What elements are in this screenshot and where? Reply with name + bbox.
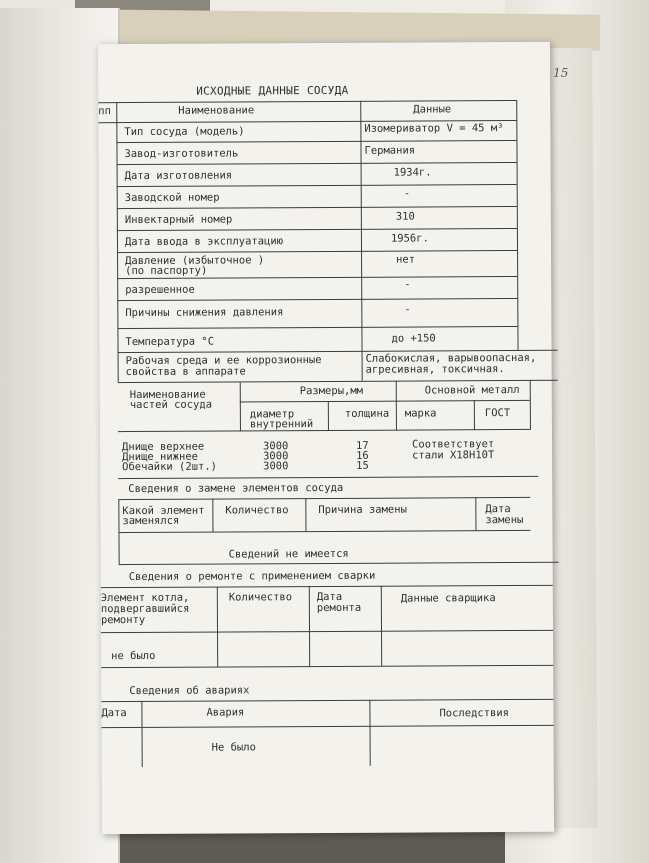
row-value: 1934г. [393,166,432,179]
diameter-header: диаметр [249,408,295,421]
row-label: Завод-изготовитель [124,147,239,161]
table-line [118,380,558,383]
accidents-col3: Последствия [439,707,510,720]
part-diameter: 3000 [263,440,289,453]
repair-col1-line2: подвергавшийся [100,602,190,616]
row-value: 310 [395,210,415,223]
table-line [117,326,517,329]
row-label: Инвектарный номер [124,213,233,227]
replacement-col3: Причина замены [318,503,407,517]
table-line [116,102,118,382]
grade-header: марка [404,407,437,420]
table-line [117,250,517,253]
row-value: Германия [364,144,416,157]
part-name: Днище верхнее [122,440,205,454]
row-value: 1956г. [390,232,429,245]
row-value: - [403,187,411,200]
repair-col2: Количество [228,591,293,604]
thickness-header: толщина [344,407,390,420]
row-label: Рабочая среда и ее коррозионные [125,354,322,368]
table-line [141,701,142,767]
table-line [118,497,530,500]
table-line [101,665,553,668]
table-line [360,101,362,381]
row-label: Причины снижения давления [125,306,284,320]
row-label: Заводской номер [124,191,220,205]
diameter-header-line2: внутренний [249,418,314,431]
row-label: Давление (избыточное ) [125,254,265,268]
table-line [474,400,475,430]
parts-col1-line2: частей сосуда [129,398,213,412]
accidents-col2: Авария [206,706,245,719]
replacement-note: Сведений не имеется [228,547,349,561]
part-thickness: 15 [356,459,369,472]
replacement-col1-line2: заменялся [122,514,180,528]
accidents-title: Сведения об авариях [129,684,250,698]
row-value-line2: агресивная, токсичная. [365,363,505,376]
table-line [118,530,530,533]
header-data: Данные [413,103,452,116]
sizes-header: Размеры,мм [299,384,364,398]
row-label-line2: (по паспорту) [125,264,208,278]
table-line [117,206,517,209]
parts-col1: Наименование [129,388,206,402]
replacement-col4-line2: замены [485,513,524,527]
table-line [217,587,218,667]
row-label: Дата изготовления [124,169,233,183]
table-line [119,562,559,565]
repair-col3: Дата [316,590,343,604]
table-line [118,429,530,432]
table-line [381,586,382,666]
table-line [240,381,241,431]
table-line [117,162,517,165]
row-label: Температура °С [125,335,215,349]
table-line [212,499,213,532]
row-label-line2: свойства в аппарате [125,365,246,379]
table-line [309,586,310,666]
row-value: - [404,303,411,316]
repair-note: не было [111,649,156,663]
row-value: - [404,278,411,291]
page-number: 15 [553,65,569,80]
table-line [117,228,517,231]
row-value: до +150 [391,332,436,345]
table-line [516,100,518,350]
table-line [116,140,516,143]
table-line [396,381,397,431]
part-name: Обечайки (2шт.) [122,460,218,474]
repair-col4: Данные сварщика [400,592,496,605]
part-diameter: 3000 [263,450,289,463]
table-line [240,400,530,403]
table-line [117,184,517,187]
table-line [475,497,476,530]
table-line [101,699,553,702]
header-name: Наименование [178,104,255,117]
replacement-col4: Дата [485,503,511,516]
page-title: ИСХОДНЫЕ ДАННЫЕ СОСУДА [196,83,349,98]
repair-col1-line3: ремонту [100,613,146,627]
repair-title: Сведения о ремонте с применением сварки [128,569,376,584]
accidents-col1: Дата [101,707,127,720]
table-line [98,100,516,103]
part-diameter: 3000 [263,460,289,473]
document-page [98,42,569,834]
gost-header: ГОСТ [484,407,511,420]
material-line2: стали Х18Н10Т [412,449,495,462]
replacement-title: Сведения о замене элементов сосуда [128,481,344,496]
row-value: нет [396,253,416,266]
table-line [117,298,517,301]
table-line [328,401,329,431]
repair-col3-line2: ремонта [316,601,362,615]
part-thickness: 16 [356,449,369,462]
row-label: Тип сосуда (модель) [124,125,245,139]
part-name: Днище нижнее [122,450,198,464]
material: Соответствует [412,438,495,451]
table-line [369,700,370,766]
row-label: Дата ввода в эксплуатацию [124,235,284,249]
header-num: пп [98,105,111,118]
replacement-col2: Количество [225,504,289,517]
row-value: Слабокислая, варывоопасная, [365,351,537,365]
table-line [118,476,538,479]
replacement-col1: Какой элемент [122,504,205,518]
table-line [118,499,119,564]
table-line [305,498,306,531]
row-label: разрешенное [125,283,195,297]
accidents-note: Не было [211,741,256,754]
table-line [102,725,554,728]
row-value: Изомериватор V = 45 м³ [364,122,504,135]
table-line [530,380,531,430]
repair-col1: Элемент котла, [100,591,190,605]
table-line [101,630,553,633]
part-thickness: 17 [356,439,369,452]
metal-header: Основной металл [424,383,520,397]
table-line [101,585,553,588]
